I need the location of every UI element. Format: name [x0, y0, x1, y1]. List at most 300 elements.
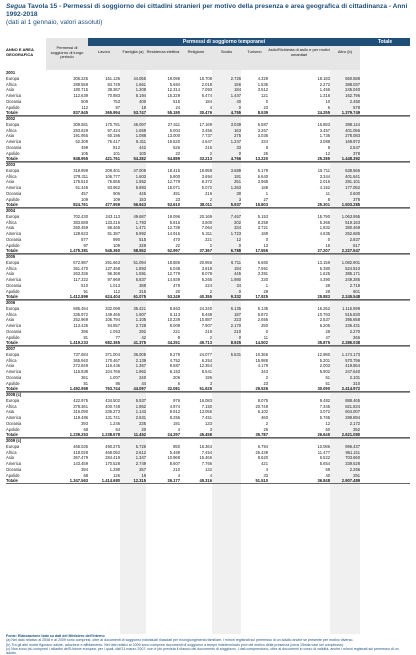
value-cell: 5.816: [169, 219, 180, 225]
value-cell: 109: [81, 196, 88, 202]
value-cell: 4: [177, 472, 180, 478]
value-cell: 113.425: [73, 323, 88, 328]
value-cell: 1.105: [135, 317, 146, 323]
value-cell: 35.875: [317, 340, 330, 346]
year-label: 2003: [6, 162, 16, 167]
value-cell: 52.997: [167, 248, 180, 254]
value-cell: 5.684: [169, 81, 180, 87]
value-cell: 7.591: [257, 265, 268, 271]
value-cell: 153: [139, 196, 146, 202]
value-cell: 4.179: [257, 363, 268, 369]
value-cell: 128.623: [73, 231, 88, 236]
value-cell: 55.190: [167, 110, 180, 116]
value-cell: 1.053: [109, 328, 120, 334]
value-cell: 2.270: [349, 328, 360, 334]
value-cell: 1.659: [135, 127, 146, 133]
value-cell: 1.239.253: [69, 432, 88, 438]
area-cell: Apolide: [6, 288, 20, 294]
area-cell: Totale: [6, 248, 18, 254]
value-cell: 7.766: [201, 461, 212, 466]
value-cell: 2.101: [349, 374, 360, 380]
value-cell: 7.093: [201, 87, 212, 93]
value-cell: 8.009: [169, 323, 180, 328]
value-cell: 2.266: [349, 466, 360, 472]
area-cell: America: [6, 139, 22, 144]
header-turismo: Turismo: [247, 49, 262, 54]
value-cell: 15.803: [255, 202, 268, 208]
value-cell: 131.741: [105, 415, 120, 420]
value-cell: 10: [325, 98, 330, 104]
value-cell: 1.367: [135, 363, 146, 369]
value-cell: 15.520: [167, 139, 180, 144]
series-name: Segua: [6, 3, 26, 10]
value-cell: 17.555: [255, 248, 268, 254]
value-cell: 87: [115, 104, 120, 110]
header-lavoro: Lavoro: [97, 49, 111, 54]
value-cell: 8: [177, 334, 180, 340]
value-cell: 223: [234, 317, 241, 323]
value-cell: 2.272: [319, 81, 330, 87]
value-cell: 81: [83, 380, 88, 386]
area-cell: Apolide: [6, 334, 20, 340]
area-cell: Totale: [6, 432, 18, 438]
value-cell: 23: [175, 196, 180, 202]
area-cell: Europa: [6, 305, 20, 311]
value-cell: 0: [265, 98, 268, 104]
value-cell: 8.541: [201, 369, 212, 374]
note-b: (b) Tra gli altri motivi figurano salute, adozione e affidamento. Nei dati relativi al 2009 sono compresi documenti di soggiorno a tempo indeterminato privi del motivo della presenza (circa 15mila casi nel complesso).: [6, 642, 345, 647]
value-cell: 3.819: [201, 265, 212, 271]
value-cell: 617: [353, 242, 360, 248]
value-cell: 109: [113, 196, 120, 202]
value-cell: 510: [81, 282, 88, 288]
value-cell: 26.439: [255, 449, 268, 455]
value-cell: 60.196: [107, 133, 120, 139]
area-cell: Totale: [6, 202, 18, 208]
value-cell: 69: [325, 466, 330, 472]
value-cell: 133.216: [105, 219, 120, 225]
value-cell: 5.726: [135, 443, 146, 449]
value-cell: 1.414.680: [101, 478, 120, 484]
value-cell: 888.465: [345, 397, 360, 403]
value-cell: 365.940: [73, 357, 88, 363]
value-cell: 519.163: [345, 219, 360, 225]
value-cell: 281.101: [345, 179, 360, 185]
value-cell: 112.639: [73, 93, 88, 98]
value-cell: 906: [113, 190, 120, 196]
value-cell: 499: [81, 144, 88, 150]
value-cell: 545.360: [105, 248, 120, 254]
value-cell: 37.367: [199, 248, 212, 254]
value-cell: 824.761: [73, 202, 88, 208]
area-cell: Apolide: [6, 104, 20, 110]
value-cell: 26: [263, 426, 268, 432]
value-cell: 14.915: [167, 231, 180, 236]
value-cell: 315: [139, 288, 146, 294]
value-cell: 1.552: [135, 179, 146, 185]
value-cell: 275: [234, 133, 241, 139]
value-cell: 570.796: [345, 357, 360, 363]
value-cell: 1.536: [257, 81, 268, 87]
value-cell: 17.925: [255, 294, 268, 300]
value-cell: 36.005: [133, 351, 146, 357]
value-cell: 97.969: [107, 277, 120, 282]
value-cell: 249.285: [345, 277, 360, 282]
value-cell: 5.872: [257, 311, 268, 317]
value-cell: 361.470: [73, 265, 88, 271]
value-cell: 137.458: [105, 265, 120, 271]
value-cell: 4.766: [230, 156, 241, 162]
value-cell: 5.311: [136, 139, 146, 144]
value-cell: 2.656: [257, 317, 268, 323]
value-cell: 5.113: [170, 311, 180, 317]
value-cell: 28: [263, 288, 268, 294]
area-cell: Asia: [6, 179, 14, 185]
value-cell: 2: [209, 288, 212, 294]
value-cell: 2.016: [319, 179, 330, 185]
value-cell: 1.723: [230, 231, 241, 236]
area-cell: Africa: [6, 449, 17, 455]
value-cell: 1.419.233: [69, 340, 88, 346]
value-cell: 763.744: [105, 386, 120, 392]
value-cell: 13.055: [199, 409, 212, 415]
value-cell: 1.832: [319, 225, 330, 231]
value-cell: 40: [236, 98, 241, 104]
value-cell: 672.987: [73, 259, 88, 265]
area-cell: Apolide: [6, 426, 20, 432]
value-cell: 479: [173, 282, 180, 288]
value-cell: 848.955: [73, 156, 88, 162]
area-cell: Oceania: [6, 466, 22, 472]
value-cell: 33: [263, 472, 268, 478]
value-cell: 33.213: [199, 156, 212, 162]
value-cell: 4.647: [201, 139, 212, 144]
value-cell: 9.332: [230, 294, 241, 300]
value-cell: 5.201: [319, 357, 330, 363]
value-cell: 76.417: [107, 139, 120, 144]
value-cell: 367.479: [73, 455, 88, 461]
value-cell: 38.011: [199, 202, 212, 208]
value-cell: 4.329: [257, 75, 268, 81]
value-cell: 6.640: [257, 173, 268, 179]
value-cell: 86: [115, 380, 120, 386]
value-cell: 1.907: [135, 311, 146, 317]
note-a: (a) Nel dato relativo al 2008 e al 2009 sono compresi, oltre ai documenti di soggiorno individuali rilasciati per ricongiungimento familiare, i minori registrati sul permesso di un adulto anche se presente per motivo diverso.: [6, 638, 354, 643]
value-cell: 9.912: [169, 409, 180, 415]
value-cell: 61.445: [75, 185, 88, 190]
note-c: (c) Non sono più compresi i cittadini dell'Unione europea, per i quali, dall'11 marzo 2007, non è più prevista il rilascio del documento di soggiorno. I dati comprendono, oltre ai documenti in corso di validità, anche i minori registrati sul permesso di un adulto.: [6, 646, 399, 655]
table-label: Tavola 15: [27, 3, 58, 10]
value-cell: 10.239: [167, 317, 180, 323]
value-cell: 5.654: [319, 461, 330, 466]
value-cell: 206: [173, 374, 180, 380]
value-cell: 30.476: [199, 110, 212, 116]
value-cell: 5.537: [135, 397, 146, 403]
value-cell: 132: [205, 466, 212, 472]
value-cell: 101: [113, 150, 120, 156]
value-cell: 578: [353, 104, 360, 110]
value-cell: 2.531: [135, 415, 146, 420]
value-cell: 117.322: [73, 277, 88, 282]
value-cell: 702.430: [73, 213, 88, 219]
area-cell: America: [6, 277, 22, 282]
value-cell: 477.959: [105, 202, 120, 208]
value-cell: 1.962: [135, 369, 146, 374]
value-cell: 515: [173, 98, 180, 104]
value-cell: 291.663: [105, 259, 120, 265]
value-cell: 821.834: [345, 403, 360, 409]
value-cell: 442: [139, 144, 146, 150]
value-cell: 5.992: [135, 231, 146, 236]
value-cell: 16.083: [199, 397, 212, 403]
value-cell: 209.401: [105, 167, 120, 173]
value-cell: 418.028: [73, 449, 88, 455]
value-cell: 38.367: [107, 87, 120, 93]
area-cell: Africa: [6, 81, 17, 87]
value-cell: 51.094: [133, 259, 146, 265]
value-cell: 26.645: [317, 432, 330, 438]
value-cell: 196: [205, 374, 212, 380]
value-cell: 1.246: [109, 420, 120, 426]
value-cell: 422.975: [73, 397, 88, 403]
value-cell: 97.424: [107, 127, 120, 133]
value-cell: 332.099: [105, 305, 120, 311]
value-cell: 753: [113, 98, 120, 104]
area-cell: Oceania: [6, 98, 22, 104]
value-cell: 54.889: [167, 156, 180, 162]
value-cell: 703.660: [345, 455, 360, 461]
value-cell: 5.366: [319, 219, 330, 225]
area-cell: America: [6, 461, 22, 466]
value-cell: 6.048: [169, 265, 180, 271]
value-cell: 8.372: [201, 179, 212, 185]
value-cell: 3.512: [257, 87, 268, 93]
value-cell: 53.747: [133, 110, 146, 116]
area-cell: Oceania: [6, 374, 22, 380]
value-cell: 1.456: [319, 87, 330, 93]
value-cell: 112: [113, 288, 120, 294]
year-label: 2005: [6, 254, 16, 259]
value-cell: 163: [234, 127, 241, 133]
area-cell: Totale: [6, 340, 18, 346]
value-cell: 5.902: [319, 369, 330, 374]
value-cell: 24.255: [317, 110, 330, 116]
value-cell: 15.988: [255, 357, 268, 363]
value-cell: 104.766: [105, 369, 120, 374]
value-cell: 100: [139, 150, 146, 156]
value-cell: 151.136: [105, 75, 120, 81]
value-cell: 49.713: [199, 340, 212, 346]
value-cell: 3: [238, 196, 241, 202]
value-cell: 263.336: [73, 271, 88, 277]
value-cell: 170.781: [105, 121, 120, 127]
value-cell: 191: [234, 173, 241, 179]
value-cell: 490.275: [105, 443, 120, 449]
value-cell: 18: [141, 104, 146, 110]
value-cell: 236.431: [345, 323, 360, 328]
value-cell: 0: [327, 236, 330, 242]
value-cell: 6.794: [257, 443, 268, 449]
value-cell: 3.721: [257, 225, 268, 231]
value-cell: 400: [139, 98, 146, 104]
value-cell: 12.314: [167, 87, 180, 93]
value-cell: 40: [325, 472, 330, 478]
value-cell: 184: [205, 98, 212, 104]
value-cell: 133: [205, 420, 212, 426]
area-cell: Europa: [6, 443, 20, 449]
value-cell: 2.749: [135, 461, 146, 466]
value-cell: 383.589: [73, 219, 88, 225]
value-cell: 378: [353, 150, 360, 156]
value-cell: 6.711: [231, 259, 241, 265]
area-cell: Europa: [6, 121, 20, 127]
value-cell: 3: [209, 426, 212, 432]
value-cell: 1.503.285: [341, 202, 360, 208]
value-cell: 468.052: [105, 449, 120, 455]
value-cell: 23: [263, 104, 268, 110]
value-cell: 3.457: [319, 127, 330, 133]
value-cell: 5.765: [319, 415, 330, 420]
value-cell: 3.391: [257, 271, 268, 277]
value-cell: 2.170: [230, 323, 241, 328]
value-cell: 3.039: [230, 121, 241, 127]
value-cell: 421.761: [105, 156, 120, 162]
value-cell: 292: [139, 328, 146, 334]
value-cell: 371.004: [105, 351, 120, 357]
header-famiglia: Famiglia (a): [122, 49, 144, 54]
value-cell: 14.502: [255, 340, 268, 346]
value-cell: 9.279: [169, 351, 180, 357]
value-cell: 299.894: [345, 415, 360, 420]
value-cell: 8.153: [169, 369, 180, 374]
value-cell: 11: [325, 190, 330, 196]
value-cell: 105: [81, 150, 88, 156]
value-cell: 8.620: [257, 455, 268, 461]
header-total: Totale: [360, 38, 410, 46]
area-cell: America: [6, 323, 22, 328]
value-cell: 70.883: [107, 93, 120, 98]
value-cell: 2.547: [349, 144, 360, 150]
value-cell: 5.072: [201, 185, 212, 190]
value-cell: 445: [139, 190, 146, 196]
value-cell: 5.469: [169, 449, 180, 455]
value-cell: 42: [141, 334, 146, 340]
value-cell: 116.446: [105, 363, 120, 369]
value-cell: 10.366: [255, 351, 268, 357]
value-cell: 94.857: [107, 323, 120, 328]
area-cell: Oceania: [6, 144, 22, 150]
value-cell: 245.040: [345, 87, 360, 93]
value-cell: 221: [205, 236, 212, 242]
value-cell: 169.972: [345, 139, 360, 144]
value-cell: 4: [209, 104, 212, 110]
value-cell: 1.661: [135, 81, 146, 87]
value-cell: 91: [83, 288, 88, 294]
value-cell: 106.794: [105, 317, 120, 323]
area-cell: Africa: [6, 403, 17, 409]
value-cell: 1.007: [109, 374, 120, 380]
value-cell: 162.796: [345, 93, 360, 98]
value-cell: 15.708: [199, 75, 212, 81]
value-cell: 224: [205, 282, 212, 288]
area-cell: Oceania: [6, 236, 22, 242]
value-cell: 0: [265, 328, 268, 334]
value-cell: 577: [81, 236, 88, 242]
area-cell: Europa: [6, 259, 20, 265]
value-cell: 318.899: [73, 167, 88, 173]
value-cell: 243.113: [105, 213, 120, 219]
value-cell: 2.726: [230, 75, 241, 81]
value-cell: 395.658: [345, 317, 360, 323]
value-cell: 1.209: [135, 87, 146, 93]
value-cell: 16.262: [317, 305, 330, 311]
value-cell: 5.135: [257, 305, 268, 311]
value-cell: 32.081: [167, 386, 180, 392]
value-cell: 524.810: [345, 265, 360, 271]
value-cell: 25.285: [317, 156, 330, 162]
value-cell: 1.448.392: [341, 156, 360, 162]
value-cell: 68: [83, 426, 88, 432]
value-cell: 2.414.972: [341, 386, 360, 392]
value-cell: 401.641: [345, 173, 360, 179]
area-cell: Oceania: [6, 328, 22, 334]
value-cell: 3.456: [201, 127, 212, 133]
value-cell: 515.830: [345, 311, 360, 317]
value-cell: 260.459: [73, 225, 88, 231]
value-cell: 19.958: [199, 167, 212, 173]
value-cell: 7.454: [201, 449, 212, 455]
value-cell: 509: [81, 98, 88, 104]
value-cell: 2.612: [135, 449, 146, 455]
area-cell: Africa: [6, 311, 17, 317]
value-cell: 15.364: [199, 443, 212, 449]
value-cell: 24: [175, 104, 180, 110]
value-cell: 252.685: [345, 231, 360, 236]
value-cell: 54.282: [133, 156, 146, 162]
value-cell: 6.660: [257, 259, 268, 265]
header-long-term: Permessi di soggiorno di lungo periodo: [50, 45, 84, 60]
year-label: 2002: [6, 116, 16, 121]
year-label: 2009 (c): [6, 438, 22, 443]
value-cell: 272.849: [73, 363, 88, 369]
value-cell: 91.387: [107, 231, 120, 236]
area-cell: Europa: [6, 75, 20, 81]
value-cell: 2.286.038: [341, 340, 360, 346]
value-cell: 44: [141, 380, 146, 386]
value-cell: 8.607: [169, 461, 180, 466]
value-cell: 8.259: [257, 219, 268, 225]
value-cell: 216: [205, 190, 212, 196]
value-cell: 316.090: [73, 409, 88, 415]
area-cell: Apolide: [6, 150, 20, 156]
area-cell: America: [6, 93, 22, 98]
header-area: ANNO E AREA GEOGRAFICA: [6, 47, 34, 57]
value-cell: 1.143: [135, 409, 146, 415]
value-cell: 97: [83, 242, 88, 248]
total-row: [6, 478, 410, 484]
value-cell: 976: [173, 397, 180, 403]
area-cell: America: [6, 231, 22, 236]
value-cell: 19: [141, 472, 146, 478]
value-cell: 3.694: [201, 173, 212, 179]
value-cell: 604.007: [345, 409, 360, 415]
value-cell: 7.150: [201, 403, 212, 409]
value-cell: 3.968: [257, 179, 268, 185]
value-cell: 990: [113, 236, 120, 242]
value-cell: 3: [209, 380, 212, 386]
value-cell: 15: [325, 242, 330, 248]
value-cell: 343: [261, 369, 268, 374]
